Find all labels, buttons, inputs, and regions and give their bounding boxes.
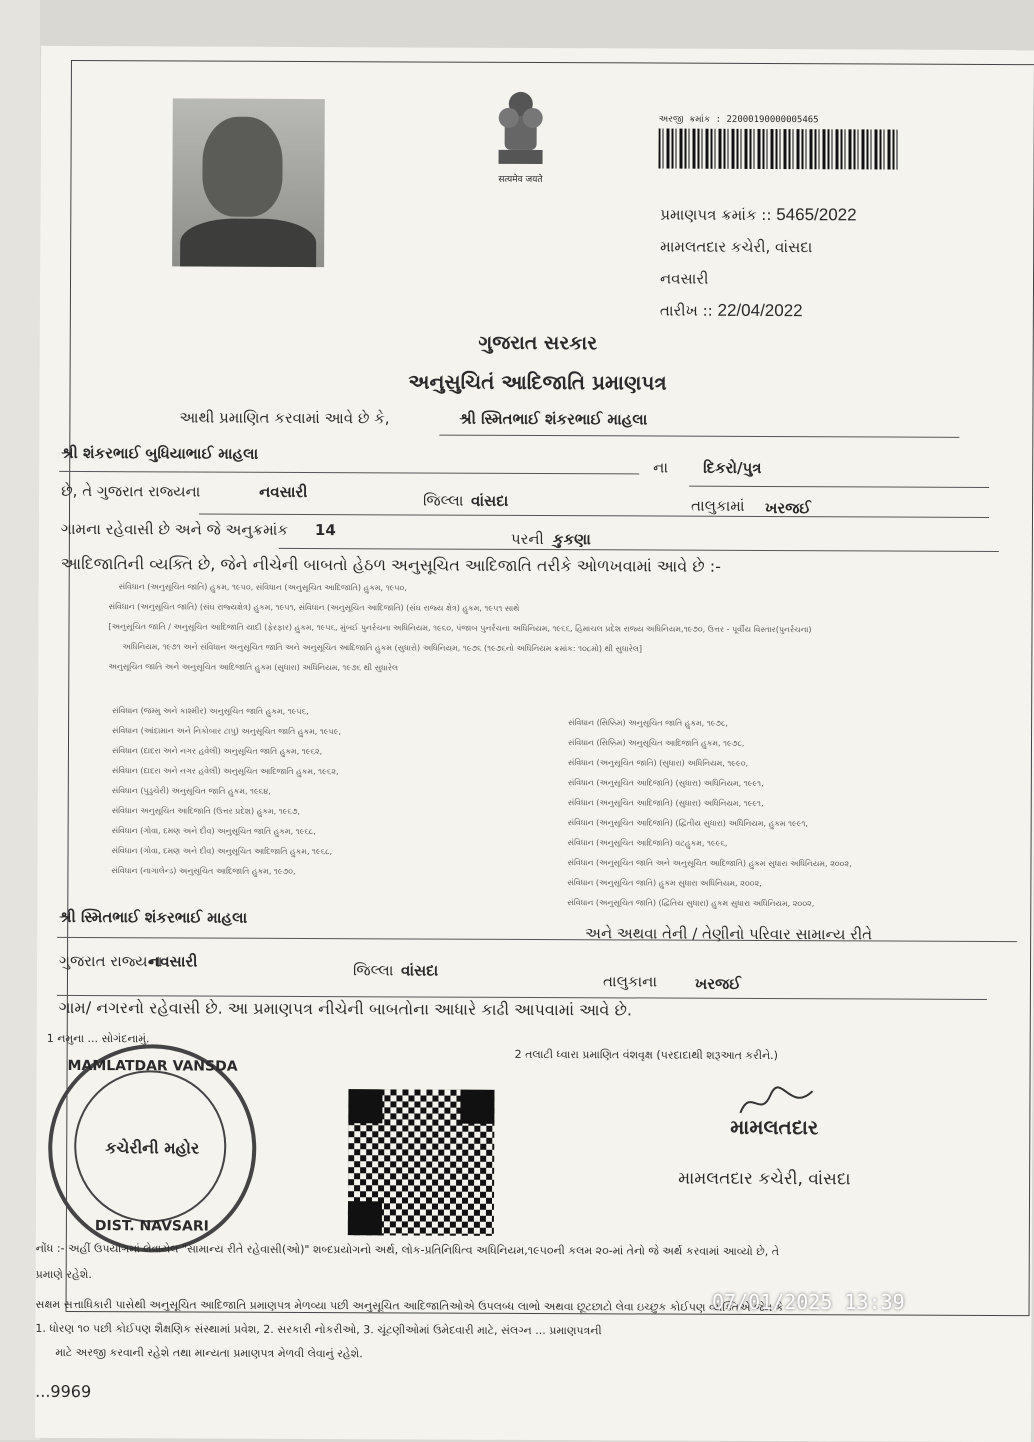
signatory-office: મામલતદાર કચેરી, વાંસદા (678, 1168, 851, 1190)
cert-no-label: પ્રમાણપત્ર ક્રમાંક :: (660, 205, 772, 225)
office-name: મામલતદાર કચેરી, વાંસદા (660, 237, 813, 257)
official-stamp (48, 1044, 257, 1253)
applicant-name: શ્રી સ્મિતભાઈ શંકરભાઈ માહલા (459, 409, 648, 429)
cert-no-value: 5465/2022 (776, 205, 857, 225)
issue-text: ગામ/ નગરનો રહેવાસી છે. આ પ્રમાણપત્ર નીચેની બાબતોના આધારે કાઢી આપવામાં આવે છે. (58, 997, 633, 1020)
photo-timestamp: 07/01/2025 13:39 (712, 1290, 905, 1314)
order-line-right: સંવિધાન (સિક્કિમ) અનુસૂચિત જાતિ હુકમ, ૧૯૭૮, (568, 718, 728, 728)
village-value: ખરજઈ (764, 498, 811, 518)
district-label-2: જિલ્લા (352, 961, 394, 980)
order-line-left: સંવિધાન (નાગાલેન્ડ) અનુસૂચિત આદિજાતિ હુકમ, ૧૯૭૦, (111, 866, 296, 876)
signatory-title: મામલતદાર (730, 1114, 819, 1140)
order-line-right: સંવિધાન (અનુસૂચિત જાતિ) હુકમ સુધારા અધિનિયમ, ૨૦૦૨, (567, 878, 762, 888)
order-line-right: સંવિધાન (અનુસૂચિત જાતિ) (સુધારા) અધિનિયમ, ૧૯૯૦, (567, 758, 749, 768)
taluka-value-2: વાંસદા (400, 961, 439, 980)
stamp-bottom-text: DIST. NAVSARI (94, 1218, 209, 1235)
taluka-label: તાલુકામાં (691, 496, 745, 515)
certificate-paper (35, 46, 1034, 1442)
order-line-right: સંવિધાન (અનુસૂચિત આદિજાતિ) વટહુકમ, ૧૯૯૬, (567, 838, 728, 848)
order-line-left: સંવિધાન (જમ્મુ અને કાશ્મીર) અનુસૂચિત જાતિ હુકમ, ૧૯૫૬, (112, 706, 309, 717)
tribe-name: કુકણા (552, 530, 591, 549)
order-line-left: સંવિધાન (ગોવા, દમણ અને દીવ) અનુસૂચિત આદિજાતિ હુકમ, ૧૯૬૮, (111, 846, 333, 857)
order-line-left: સંવિધાન (દાદરા અને નગર હવેલી) અનુસૂચિત આદિજાતિ હુકમ, ૧૯૬૨, (111, 766, 339, 777)
background-edge (0, 0, 40, 1440)
family-text: અને અથવા તેની / તેણીનો પરિવાર સામાન્ય રીતે (585, 924, 873, 944)
district-label: જિલ્લા (423, 491, 464, 510)
on-label: પરની (510, 529, 544, 549)
district-value: નવસારી (259, 482, 308, 502)
applicant-name-2: શ્રી સ્મિતભાઈ શંકરભાઈ માહલા (59, 907, 248, 927)
certificate-meta (660, 199, 857, 328)
state-text-2: ગુજરાત રાજ્યના (59, 951, 163, 971)
stamp-top-text: MAMLATDAR VANSDA (67, 1057, 238, 1075)
applicant-photo (172, 98, 325, 267)
recognition-text: આદિજાતિની વ્યક્તિ છે, જેને નીચેની બાબતો હેઠળ અનુસૂચિત આદિજાતિ તરીકે ઓળખવામાં આવે છે :- (60, 553, 721, 576)
note-line-1: નોંધ :- અહીં ઉપયોગમાં લેવાયેલ "સામાન્ય રીતે રહેવાસી(ઓ)" શબ્દપ્રયોગનો અર્થ, લોક-પ્રતિનિધિત્વ અધિનિયમ,૧૯૫૦ની કલમ ૨૦-માં તેનો જે અર્થ કરવામાં આવ્યો છે, તે (35, 1241, 780, 1259)
order-line: [અનુસૂચિત જાતિ / અનુસૂચિત આદિજાતિ યાદી (ફેરફાર) હુકમ, ૧૯૫૬, મુંબઈ પુનર્રચના અધિનિયમ, ૧૯૬૦, પંજાબ પુનર્રચના અધિનિયમ, ૧૯૬૬, હિમાચલ પ્રદેશ રાજ્ય અધિનિયમ,૧૯૭૦, ઉત્તર - પૂર્વીય વિસ્તાર(પુનર્રચના) (108, 622, 812, 635)
order-line-left: સંવિધાન (આંદામાન અને નિકોબાર ટાપુ) અનુસૂચિત જાતિ હુકમ, ૧૯૫૯, (112, 726, 342, 737)
stamp-middle-text: કચેરીની મહોર (105, 1138, 200, 1158)
benefits-intro: સક્ષમ સત્તાધિકારી પાસેથી અનુસૂચિત આદિજાતિ પ્રમાણપત્ર મેળવ્યા પછી અનુસૂચિત આદિજાતિઓએ ઉપલબ્ધ લાભો અથવા છૂટછાટો લેવા ઇચ્છુક કોઈપણ વ્યક્તિએ જેમ કે (35, 1297, 784, 1315)
taluka-value: વાંસદા (471, 491, 509, 510)
date-value: 22/04/2022 (717, 300, 803, 321)
resident-text: ગામના રહેવાસી છે અને જે અનુક્રમાંક (60, 519, 289, 539)
handwritten-number: ...9969 (35, 1381, 92, 1402)
order-line: સંવિધાન (અનુસૂચિત જાતિ) હુકમ, ૧૯૫૦, સંવિધાન (અનુસૂચિત આદિજાતિ) હુકમ, ૧૯૫૦, (118, 582, 407, 593)
district-name: નવસારી (659, 269, 709, 288)
order-line-right: સંવિધાન (અનુસૂચિત જાતિ અને અનુસૂચિત આદિજાતિ) હુકમ સુધારા અધિનિયમ, ૨૦૦૨, (567, 858, 852, 869)
benefits-line-2: માટે અરજી કરવાની રહેશે તથા માન્યતા પ્રમાણપત્ર મેળવી લેવાનું રહેશે. (55, 1345, 363, 1361)
benefits-line-1: 1. ધોરણ ૧૦ પછી કોઈપણ શૈક્ષણિક સંસ્થામાં પ્રવેશ, 2. સરકારી નોકરીઓ, 3. ચૂંટણીઓમાં ઉમેદવારી માટે, સંલગ્ન ... પ્રમાણપત્રની (35, 1321, 602, 1338)
of-label: ના (653, 458, 669, 477)
order-line: અનુસૂચિત જાતિ અને અનુસૂચિત આદિજાતિ હુકમ (સુધારા) અધિનિયમ, ૧૯૭૬ થી સુધારેલ (108, 662, 399, 673)
qr-code (348, 1089, 495, 1236)
order-line: સંવિધાન (અનુસૂચિત જાતિ) (સંઘ રાજ્યક્ષેત્ર) હુકમ, ૧૯૫૧, સંવિધાન (અનુસૂચિત આદિજાતિ) (સંઘ રાજ્ય ક્ષેત્ર) હુકમ, ૧૯૫૧ સાથે (108, 602, 520, 613)
intro-text: આથી પ્રમાણિત કરવામાં આવે છે કે, (179, 408, 390, 428)
order-line-right: સંવિધાન (સિક્કિમ) અનુસૂચિત આદિજાતિ હુકમ, ૧૯૭૮, (567, 738, 745, 748)
district-value-2: નવસારી (149, 952, 198, 971)
emblem-motto: सत्यमेव जयते (498, 174, 543, 186)
order-line-right: સંવિધાન (અનુસૂચિત આદિજાતિ) (દ્વિતીય સુધારા) અધિનિયમ, હુકમ ૧૯૯૧, (567, 818, 809, 829)
state-text: છે, તે ગુજરાત રાજ્યના (61, 481, 201, 501)
order-line-right: સંવિધાન (અનુસૂચિત આદિજાતિ) (સુધારા) અધિનિયમ, ૧૯૯૧, (567, 778, 764, 788)
order-line-left: સંવિધાન (પુડુચેરી) અનુસૂચિત જાતિ હુકમ, ૧૯૬૪, (111, 786, 271, 796)
order-line-right: સંવિધાન (અનુસૂચિત આદિજાતિ) (સુધારા) અધિનિયમ, ૧૯૯૧, (567, 798, 764, 808)
taluka-label-2: તાલુકાના (602, 972, 658, 991)
certificate-title: અનુસુચિતં આદિજાતિ પ્રમાણપત્ર (408, 369, 667, 395)
relation: દિકરો/પુત્ર (703, 458, 762, 477)
father-name: શ્રી શંકરભાઈ બુધિયાભાઈ માહલા (61, 443, 259, 463)
government-title: ગુજરાત સરકાર (478, 331, 598, 355)
application-number: અરજી ક્રમાંક : 22000190000005465 (658, 114, 819, 126)
order-line-left: સંવિધાન અનુસૂચિત આદિજાતિ (ઉત્તર પ્રદેશ) હુકમ, ૧૯૬૭, (111, 806, 300, 816)
order-line-right: સંવિધાન (અનુસૂચિત જાતિ) (દ્વિતિય સુધારા) હુકમ સુધારા અધિનિયમ, ૨૦૦૨, (567, 898, 815, 909)
barcode (659, 129, 899, 170)
order-line: અધિનિયમ, ૧૯૭૧ અને સંવિધાન અનુસૂચિત જાતિ અને અનુસૂચિત આદિજાતિ હુકમ (સુધારો) અધિનિયમ, ૧૯૭૬ (૧૯૭૬નો અધિનિયમ ક્રમાંક: ૧૦૮મો) થી સુધારેલ] (122, 642, 643, 654)
order-line-left: સંવિધાન (ગોવા, દમણ અને દીવ) અનુસૂચિત જાતિ હુકમ, ૧૯૬૮, (111, 826, 316, 837)
village-value-2: ખરજઈ (694, 974, 741, 993)
note-line-2: પ્રમાણે રહેશે. (35, 1267, 92, 1282)
enclosure-1: 1 નમુના ... સોગંદનામું. (46, 1031, 150, 1046)
order-line-left: સંવિધાન (દાદરા અને નગર હવેલી) અનુસૂચિત જાતિ હુકમ, ૧૯૬૨, (111, 746, 323, 757)
enclosure-2: 2 તલાટી ધ્વારા પ્રમાણિત વંશવૃક્ષ (પરદાદાથી શરૂઆત કરીને.) (514, 1047, 779, 1063)
date-label: તારીખ :: (659, 301, 713, 320)
serial-number: 14 (314, 521, 336, 540)
